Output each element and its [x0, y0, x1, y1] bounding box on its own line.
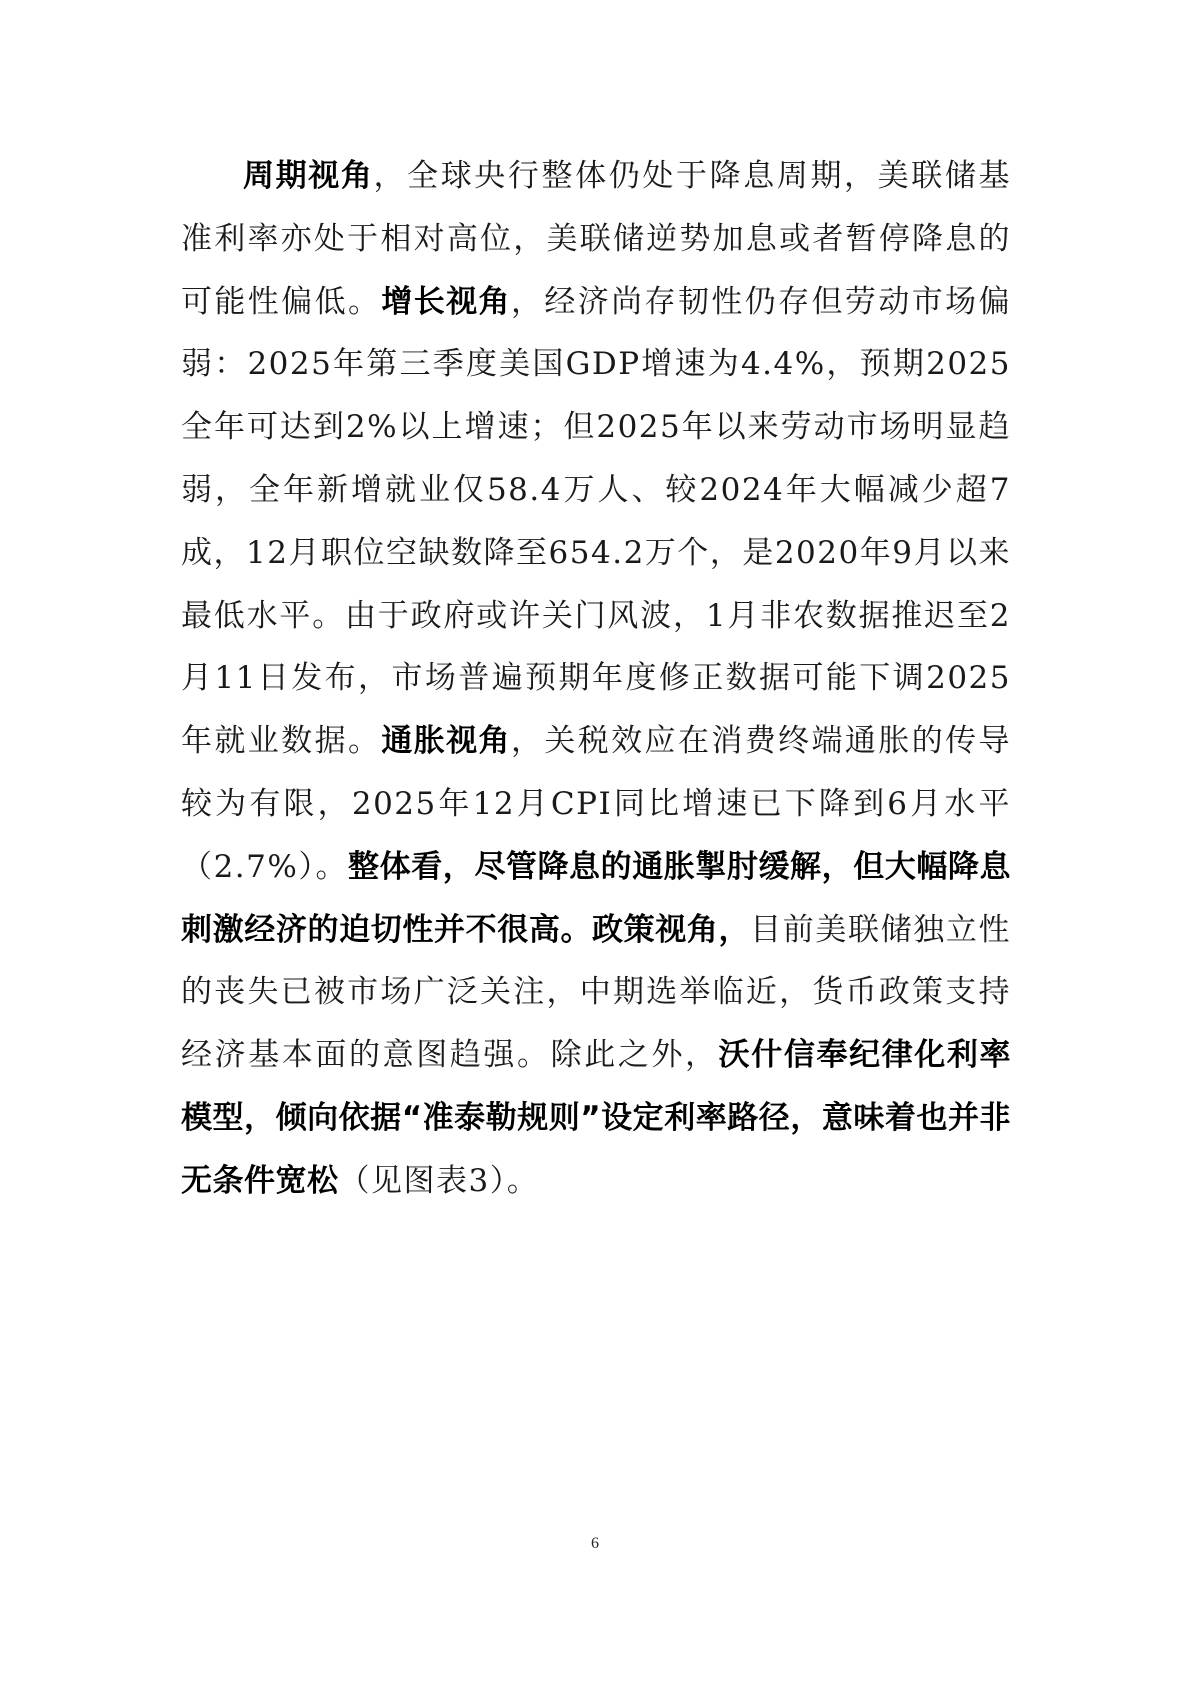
- cycle-perspective-heading: 周期视角: [243, 158, 374, 194]
- inflation-perspective-heading: 通胀视角: [381, 723, 511, 760]
- inflation-perspective-text: ，关税效应在消费终端通胀的传导较为有限，2025年12月CPI同比增速已下降到6月水平（2.7%）。: [181, 723, 1012, 885]
- growth-perspective-text: ，经济尚存韧性仍存但劳动市场偏弱：2025年第三季度美国GDP增速为4.4%，预期2025全年可达到2%以上增速；但2025年以来劳动市场明显趋弱，全年新增就业仅58.4万人、较2024年大幅减少超7成，12月职位空缺数降至654.2万个，是2020年9月以来最低水平。由于政府或许关门风波，1月非农数据推迟至2月11日发布，市场普遍预期年度修正数据可能下调2025年就业数据。: [181, 283, 1012, 760]
- body-paragraph: [181, 145, 1011, 1213]
- page-number: 6: [591, 1535, 599, 1552]
- overall-and-policy-heading: 整体看，尽管降息的通胀掣肘缓解，但大幅降息刺激经济的迫切性并不很高。政策视角，: [181, 848, 1011, 948]
- warsh-rule-highlight: 沃什信奉纪律化利率模型，倾向依据“准泰勒规则”设定利率路径，意味着也并非无条件宽松: [181, 1037, 1012, 1199]
- figure-reference-text: （见图表3）。: [338, 1162, 540, 1199]
- growth-perspective-heading: 增长视角: [381, 283, 511, 320]
- policy-perspective-text: 目前美联储独立性的丧失已被市场广泛关注，中期选举临近，货币政策支持经济基本面的意图趋强。除此之外，: [181, 911, 1012, 1074]
- cycle-perspective-text: ，全球央行整体仍处于降息周期，美联储基准利率亦处于相对高位，美联储逆势加息或者暂停降息的可能性偏低。: [181, 158, 1012, 320]
